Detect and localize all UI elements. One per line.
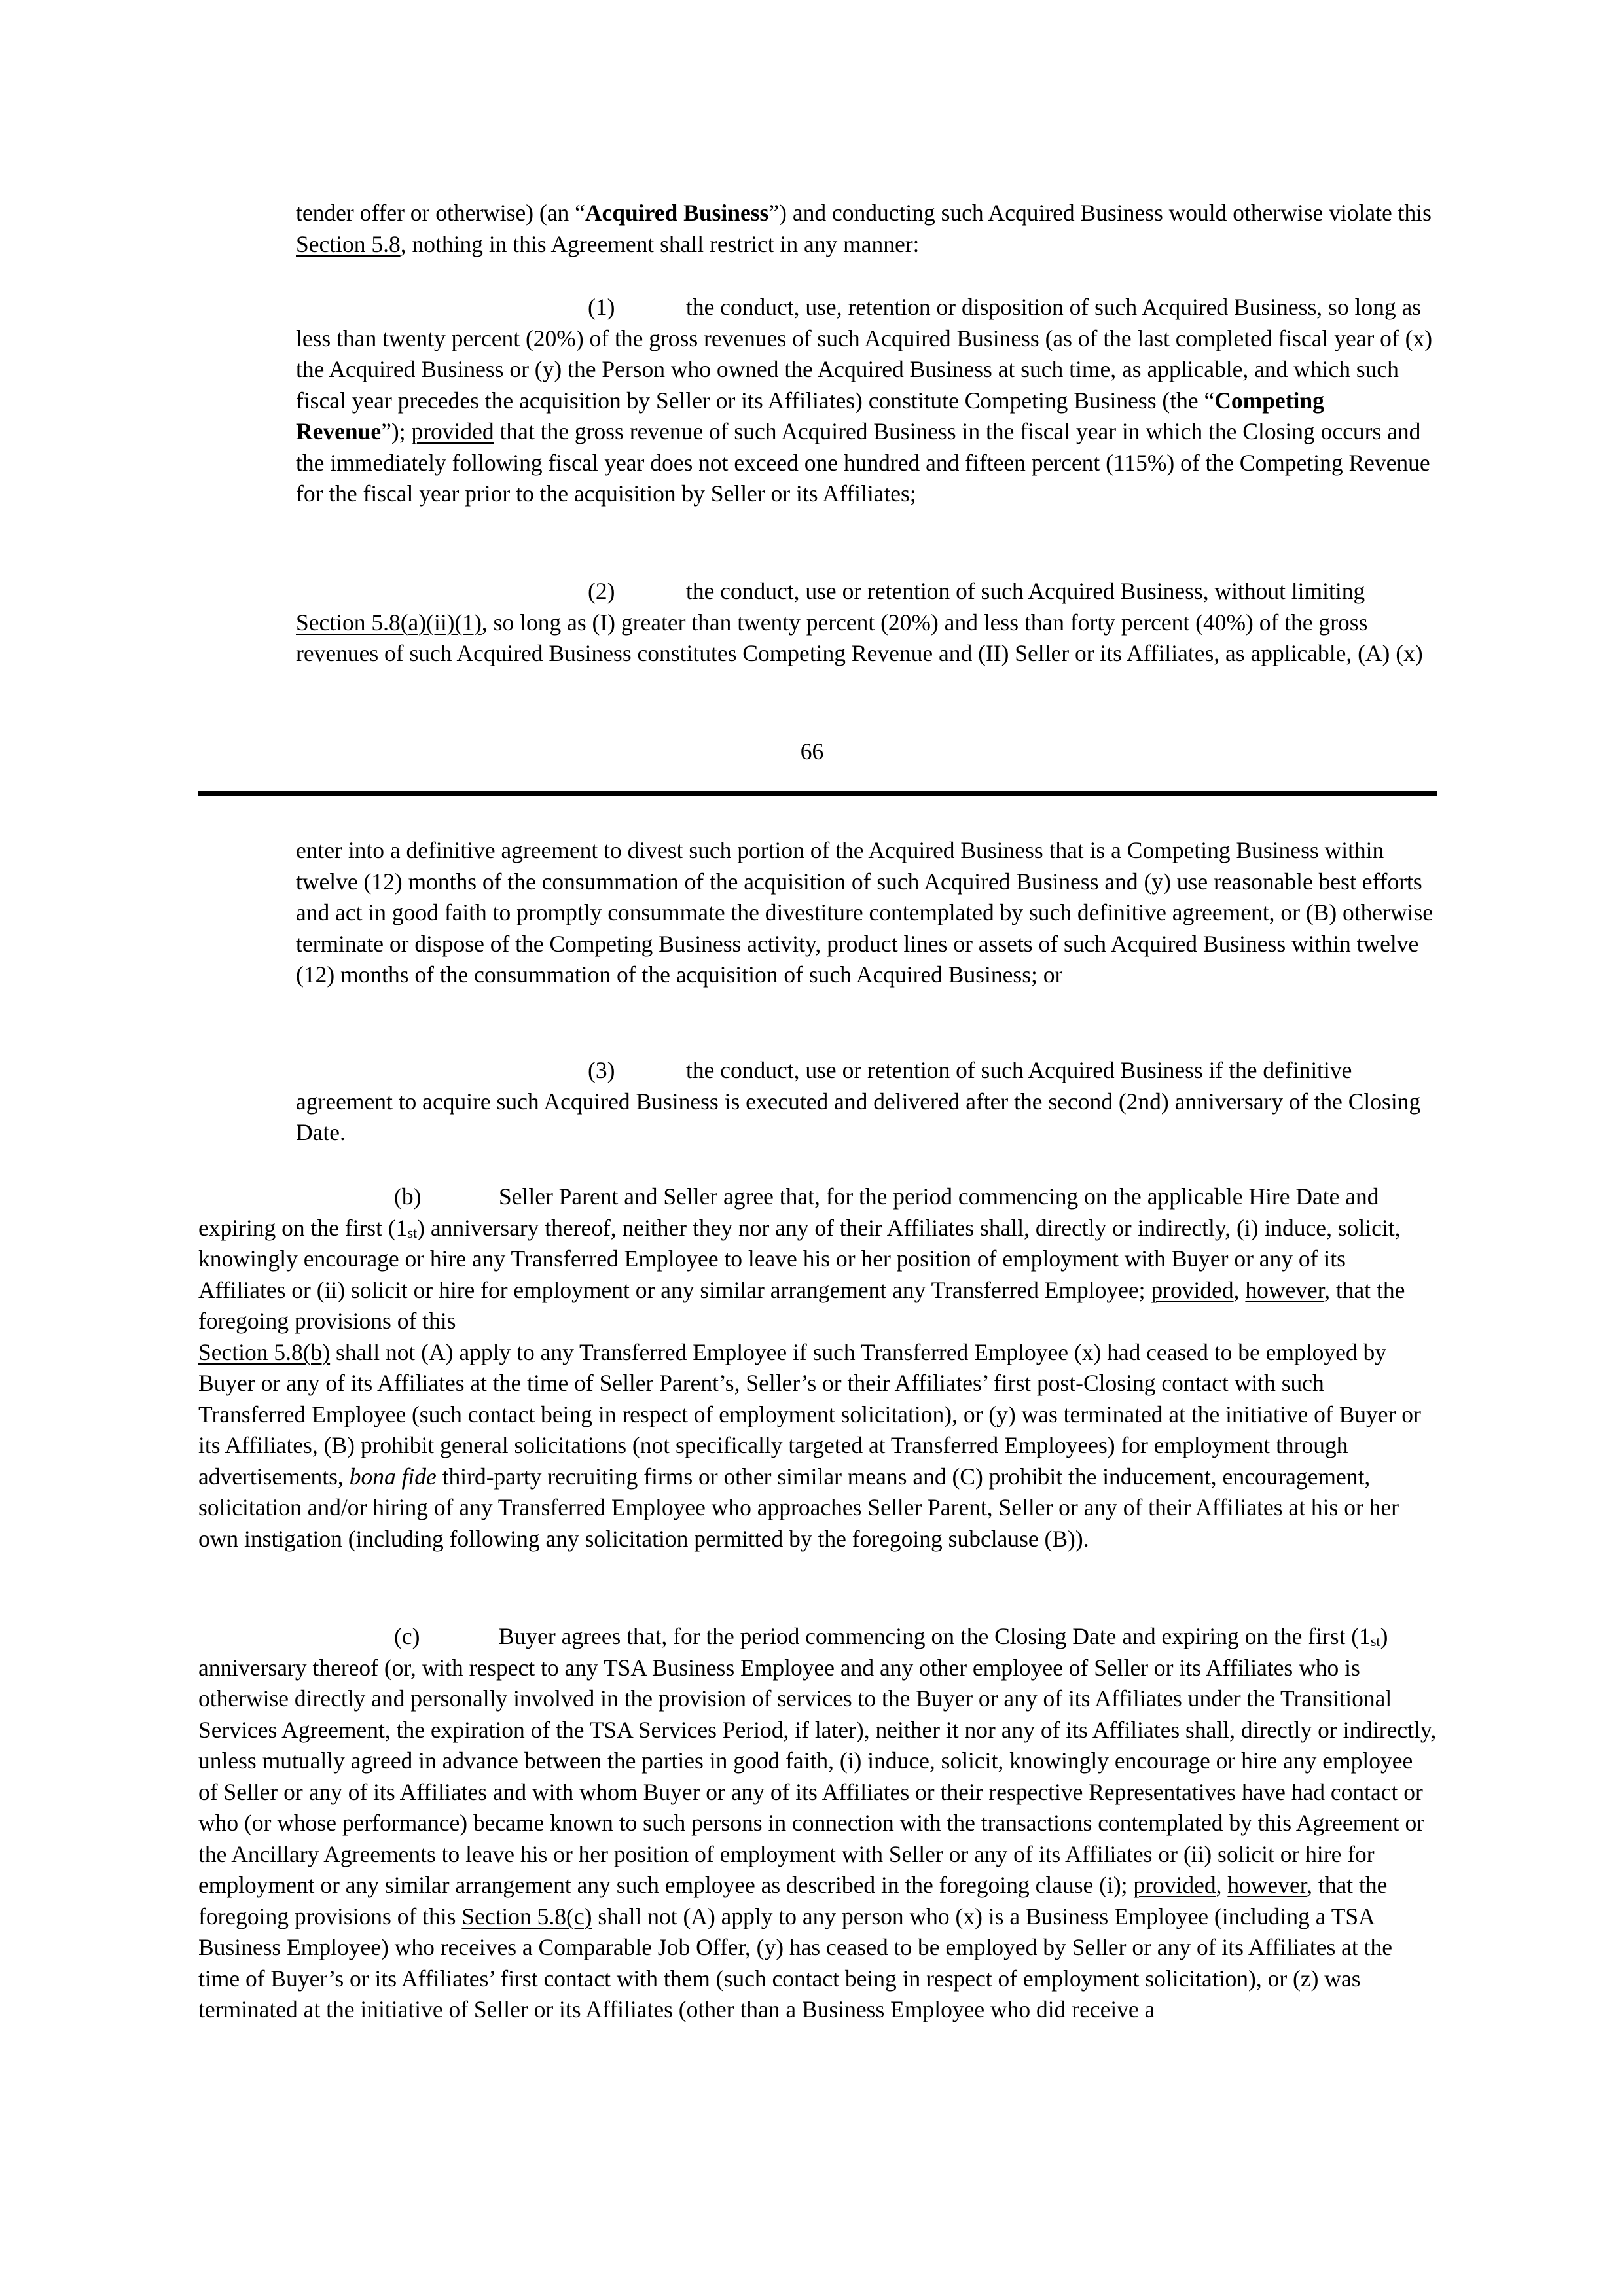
text-run: , so long as (I) greater than twenty percent (20%) and less than forty percent (40%) of the gross revenues of such Acquired Business constitutes Competing Revenue and (II) Seller or its Affiliates, as applicable, (A) (x) <box>296 609 1423 666</box>
section-reference: Section 5.8(c) <box>461 1903 592 1929</box>
intro-paragraph <box>296 198 1438 260</box>
clause-1 <box>296 292 1438 510</box>
text-run: the conduct, use or retention of such Acquired Business if the definitive agreement to acquire such Acquired Business is executed and delivered after the second (2nd) anniversary of the Closing Date. <box>296 1057 1421 1145</box>
provided-term: provided <box>411 418 494 444</box>
defined-term-competing-revenue: Competing Revenue <box>296 387 1324 444</box>
text-run: tender offer or otherwise) (an “ <box>296 200 585 226</box>
text-run: , that the foregoing provisions of this <box>198 1872 1388 1929</box>
text-run: Buyer agrees that, for the period commencing on the Closing Date and expiring on the first (1 <box>499 1623 1371 1649</box>
clause-number: (2) <box>588 578 615 604</box>
section-reference: Section 5.8 <box>296 230 401 257</box>
paragraph-letter: (b) <box>394 1183 422 1210</box>
clause-number: (3) <box>588 1057 615 1083</box>
text-run: the conduct, use or retention of such Acquired Business, without limiting <box>686 578 1365 604</box>
section-reference: Section 5.8(a)(ii)(1) <box>296 609 482 636</box>
however-term: however <box>1245 1276 1325 1303</box>
page-break-rule <box>198 791 1437 796</box>
text-run: that the gross revenue of such Acquired Business in the fiscal year in which the Closing occurs and the immediately following fiscal year does not exceed one hundred and fifteen percent (115%) of the Competing Revenue for the fiscal year prior to the acquisition by Seller or its Affiliates; <box>296 418 1430 507</box>
paragraph-b <box>198 1181 1437 1554</box>
defined-term-acquired-business: Acquired Business <box>585 200 769 226</box>
provided-term: provided <box>1133 1872 1216 1898</box>
text-run: ”) and conducting such Acquired Business would otherwise violate this <box>768 200 1432 226</box>
page-number: 66 <box>800 738 824 764</box>
ordinal-suffix: st <box>407 1224 418 1241</box>
text-run: , that the foregoing provisions of this <box>198 1276 1405 1334</box>
text-run: shall not (A) apply to any Transferred Employee if such Transferred Employee (x) had ceased to be employed by Buyer or any of its Affiliates at the time of Seller Parent’s, Seller’s or their Affiliates’ first post-Closing contact with such Transferred Employee (such contact being in respect of employment solicitation), or (y) was terminated at the initiative of Buyer or its Affiliates, (B) prohibit general solicitations (not specifically targeted at Transferred Employees) for employment through advertisements, <box>198 1338 1421 1490</box>
clause-2 <box>296 576 1438 670</box>
text-run: ) anniversary thereof (or, with respect to any TSA Business Employee and any other employee of Seller or its Affiliates who is otherwise directly and personally involved in the provision of services to the Buyer or any of its Affiliates under the Transitional Services Agreement, the expiration of the TSA Services Period, if later), neither it nor any of its Affiliates shall, directly or indirectly, unless mutually agreed in advance between the parties in good faith, (i) induce, solicit, knowingly encourage or hire any employee of Seller or any of its Affiliates and with whom Buyer or any of its Affiliates or their respective Representatives have had contact or who (or whose performance) became known to such persons in connection with the transactions contemplated by this Agreement or the Ancillary Agreements to leave his or her position of employment with Seller or any of its Affiliates or (ii) solicit or hire for employment or any similar arrangement any such employee as described in the foregoing clause (i); <box>198 1623 1437 1898</box>
however-term: however <box>1227 1872 1307 1898</box>
text-run: the conduct, use, retention or disposition of such Acquired Business, so long as less than twenty percent (20%) of the gross revenues of such Acquired Business (as of the last completed fiscal year of (x) the Acquired Business or (y) the Person who owned the Acquired Business at such time, as applicable, and which such fiscal year precedes the acquisition by Seller or its Affiliates) constitute Competing Business (the “ <box>296 294 1433 414</box>
continuation-paragraph: enter into a definitive agreement to divest such portion of the Acquired Business that is a Competing Business within twelve (12) months of the consummation of the acquisition of such Acquired Business and (y) use reasonable best efforts and act in good faith to promptly consummate the divestiture contemplated by such definitive agreement, or (B) otherwise terminate or dispose of the Competing Business activity, product lines or assets of such Acquired Business within twelve (12) months of the consummation of the acquisition of such Acquired Business; or <box>296 837 1434 988</box>
italic-term: bona fide <box>349 1463 437 1490</box>
ordinal-suffix: st <box>1370 1633 1380 1649</box>
paragraph-letter: (c) <box>394 1623 420 1649</box>
text-run: third-party recruiting firms or other similar means and (C) prohibit the inducement, encouragement, solicitation and/or hiring of any Transferred Employee who approaches Seller Parent, Seller or any of their Affiliates at his or her own instigation (including following any solicitation permitted by the foregoing subclause (B)). <box>198 1463 1399 1552</box>
text-run: shall not (A) apply to any person who (x) is a Business Employee (including a TSA Business Employee) who receives a Comparable Job Offer, (y) has ceased to be employed by Seller or any of its Affiliates at the time of Buyer’s or its Affiliates’ first contact with them (such contact being in respect of employment solicitation), or (z) was terminated at the initiative of Seller or its Affiliates (other than a Business Employee who did receive a <box>198 1903 1393 2022</box>
text-run: Seller Parent and Seller agree that, for the period commencing on the applicable Hire Date and expiring on the first (1 <box>198 1183 1379 1241</box>
paragraph-c <box>198 1621 1437 2026</box>
text-run: , nothing in this Agreement shall restrict in any manner: <box>400 230 920 257</box>
text-run: , <box>1216 1872 1228 1898</box>
provided-term: provided <box>1151 1276 1234 1303</box>
clause-number: (1) <box>588 294 615 320</box>
section-reference: Section 5.8(b) <box>198 1338 331 1365</box>
text-run: ”); <box>381 418 412 444</box>
clause-3 <box>296 1055 1438 1149</box>
text-run: , <box>1233 1276 1246 1303</box>
text-run: ) anniversary thereof, neither they nor any of their Affiliates shall, directly or indirectly, (i) induce, solicit, knowingly encourage or hire any Transferred Employee to leave his or her position of employment with Buyer or any of its Affiliates or (ii) solicit or hire for employment or any similar arrangement any Transferred Employee; <box>198 1214 1401 1303</box>
